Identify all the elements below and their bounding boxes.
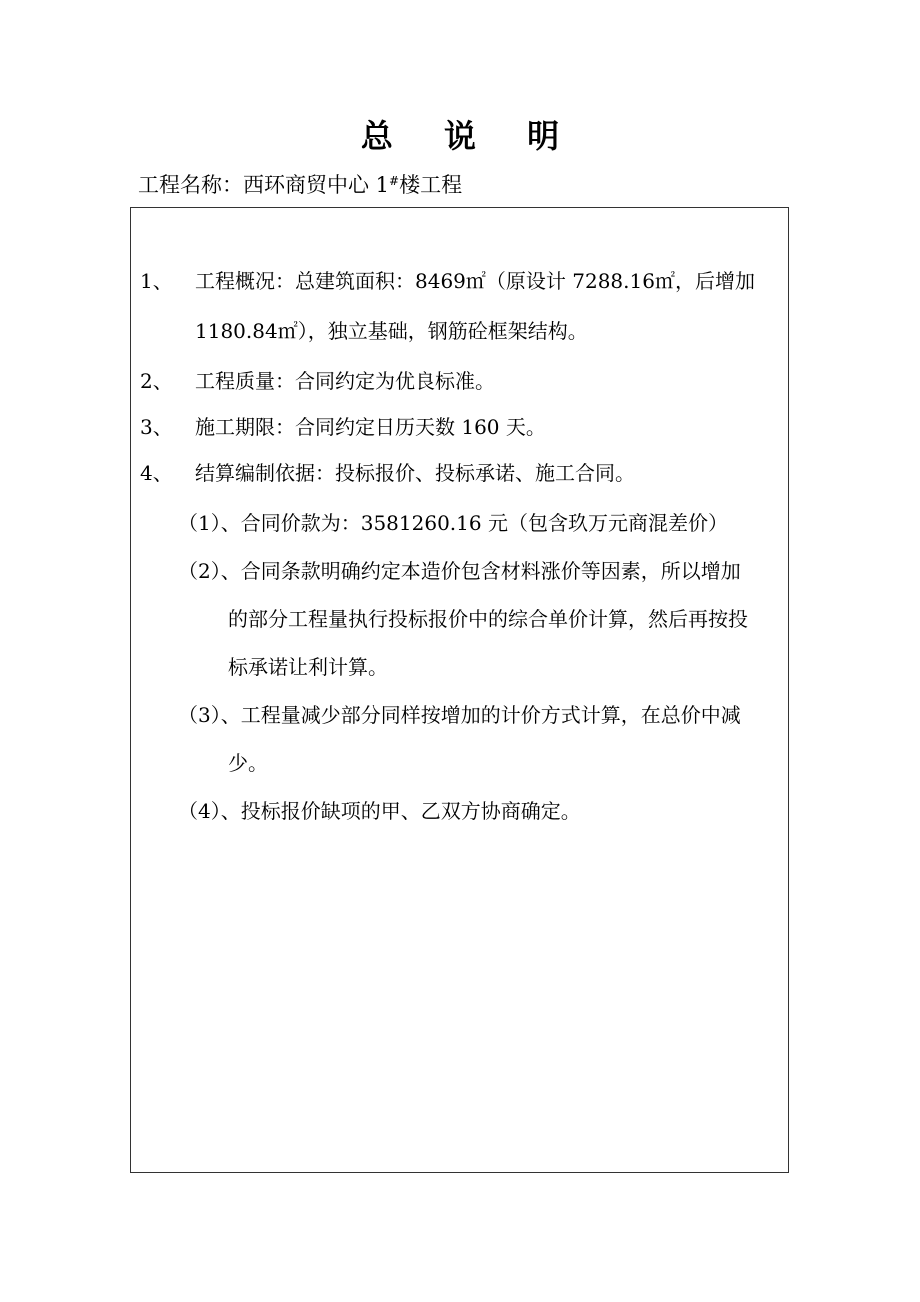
item-2-line-1: 工程质量：合同约定为优良标准。	[195, 369, 495, 393]
subitem-3-line-1: （3）、工程量减少部分同样按增加的计价方式计算，在总价中减	[178, 703, 741, 727]
project-number-sign: #	[389, 174, 400, 188]
item-2-number: 2、	[140, 369, 173, 393]
project-name: 西环商贸中心 1	[243, 173, 390, 197]
item-3-number: 3、	[140, 415, 173, 439]
subitem-1-line-1: （1）、合同价款为：3581260.16 元（包含玖万元商混差价）	[178, 511, 728, 535]
item-4-number: 4、	[140, 461, 173, 485]
project-label: 工程名称：	[138, 173, 243, 197]
project-suffix: 楼工程	[399, 173, 463, 197]
content-frame	[130, 207, 789, 1173]
item-3-line-1: 施工期限：合同约定日历天数 160 天。	[195, 415, 546, 439]
subitem-2-line-2: 的部分工程量执行投标报价中的综合单价计算，然后再按投	[228, 607, 748, 631]
item-4-line-1: 结算编制依据：投标报价、投标承诺、施工合同。	[195, 461, 635, 485]
subitem-3-line-2: 少。	[228, 751, 268, 775]
subitem-4-line-1: （4）、投标报价缺项的甲、乙双方协商确定。	[178, 799, 581, 823]
subitem-2-line-1: （2）、合同条款明确约定本造价包含材料涨价等因素，所以增加	[178, 559, 741, 583]
page-title: 总 说 明	[360, 117, 580, 155]
item-1-line-1: 工程概况：总建筑面积：8469㎡（原设计 7288.16㎡，后增加	[195, 269, 755, 293]
item-1-number: 1、	[140, 269, 173, 293]
subitem-2-line-3: 标承诺让利计算。	[228, 655, 388, 679]
project-name-line	[138, 170, 462, 200]
item-1-line-2: 1180.84㎡），独立基础，钢筋砼框架结构。	[195, 319, 588, 343]
